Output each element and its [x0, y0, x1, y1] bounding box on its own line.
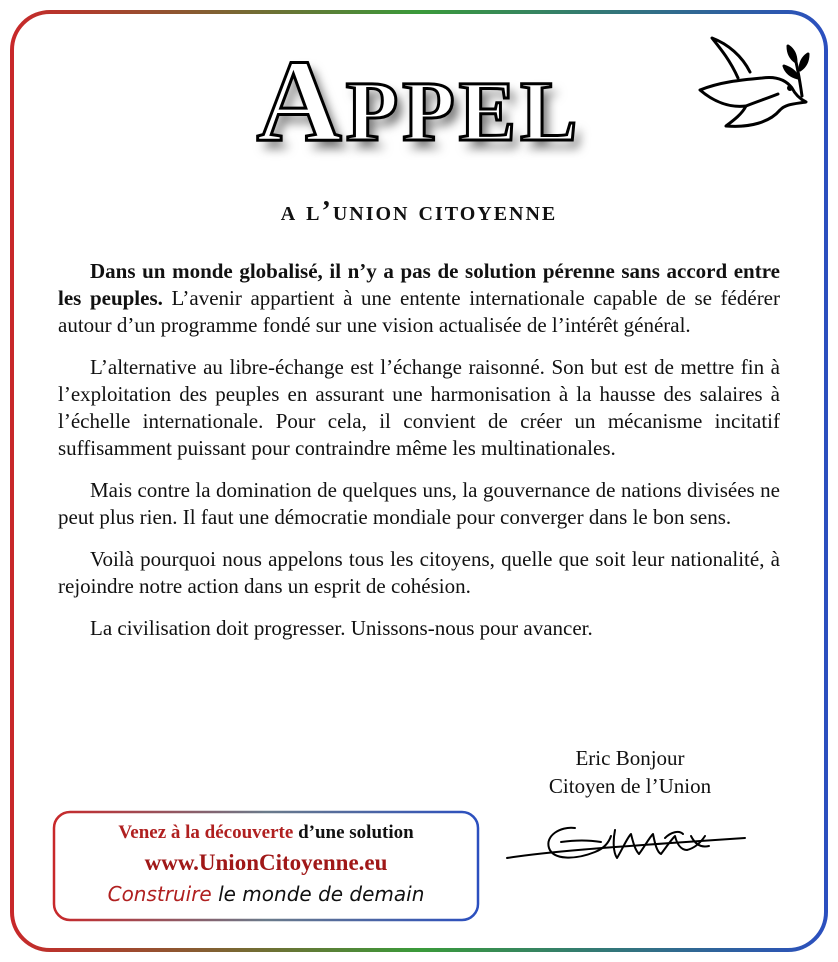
signer-role: Citoyen de l’Union [548, 774, 712, 798]
paragraph-text: La civilisation doit progresser. Unissons-nous pour avancer. [90, 616, 593, 640]
paragraph-text: Mais contre la domination de quelques uns, la gouvernance de nations divisées ne peut plus rien. Il faut une démocratie mondiale pour converger dans le bon sens. [58, 478, 780, 529]
paragraph [58, 354, 780, 462]
title-initial: A [256, 35, 346, 166]
paragraph-bold-lead: Dans un monde globalisé, il n’y a pas de solution pérenne sans accord entre les peuples. [58, 259, 780, 310]
page-subtitle: a l’union citoyenne [280, 196, 558, 227]
handwritten-signature [505, 808, 750, 878]
paragraph [58, 615, 780, 642]
paragraph [58, 546, 780, 600]
promo-slogan [54, 882, 478, 906]
promo-slogan-rest: le monde de demain [211, 882, 425, 906]
promo-tagline [54, 822, 478, 844]
promo-url[interactable]: www.UnionCitoyenne.eu [144, 850, 388, 875]
paragraph-text: L’alternative au libre-échange est l’échange raisonné. Son but est de mettre fin à l’exploitation des peuples en assurant une harmonisation à la hausse des salaires à l’échelle internationale. Pour cela, il convient de créer un mécanisme incitatif suffisamment puissant pour contraindre même les multinationales. [58, 355, 780, 460]
paragraph-text: Voilà pourquoi nous appelons tous les citoyens, quelle que soit leur nationalité, à rejoindre notre action dans un esprit de cohésion. [58, 547, 780, 598]
promo-box [54, 812, 478, 920]
paragraph-text: L’avenir appartient à une entente internationale capable de se fédérer autour d’un programme fondé sur une vision actualisée de l’intérêt général. [58, 286, 781, 337]
promo-tagline-rest: d’une solution [293, 822, 414, 843]
signature-block [520, 744, 740, 800]
signer-name: Eric Bonjour [575, 746, 685, 770]
dove-icon [690, 30, 810, 135]
title-rest: PPEL [345, 63, 582, 159]
appeal-body [58, 258, 780, 657]
promo-tagline-highlight: Venez à la découverte [118, 822, 294, 843]
promo-slogan-highlight: Construire [107, 882, 212, 906]
paragraph [58, 477, 780, 531]
paragraph [58, 258, 780, 339]
